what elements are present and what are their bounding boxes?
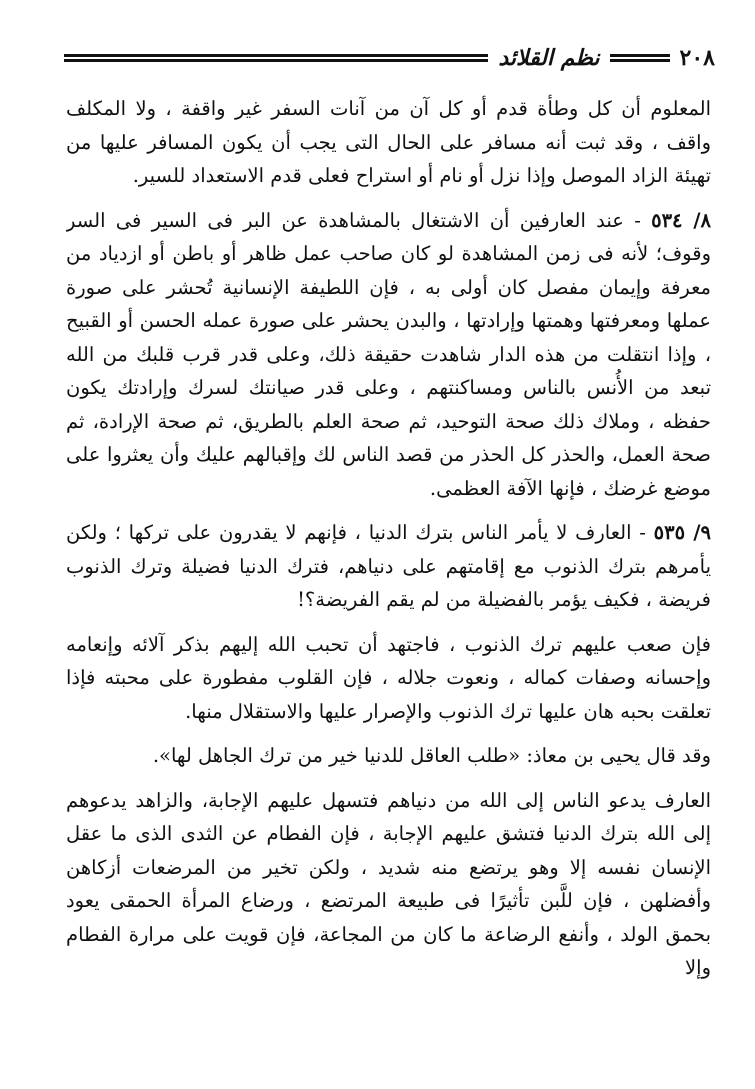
page-header bbox=[64, 40, 715, 76]
paragraph bbox=[66, 92, 711, 193]
paragraph-text: المعلوم أن كل وطأة قدم أو كل آن من آنات السفر غير واقفة ، ولا المكلف واقف ، وقد ثبت أنه مسافر على الحال التى يجب أن يكون المسافر عليها من تهيئة الزاد الموصل وإذا نزل أو نام أو استراح فعلى قدم الاستعداد للسير. bbox=[66, 97, 711, 187]
body-text bbox=[66, 92, 711, 1085]
numbered-paragraph bbox=[66, 516, 711, 617]
paragraph bbox=[66, 739, 711, 773]
paragraph-text: وقد قال يحيى بن معاذ: «طلب العاقل للدنيا خير من ترك الجاهل لها». bbox=[152, 744, 711, 767]
header-rule-long bbox=[64, 54, 488, 62]
paragraph-number: ٨/ ٥٣٤ bbox=[651, 208, 711, 232]
paragraph-text: العارف يدعو الناس إلى الله من دنياهم فتسهل عليهم الإجابة، والزاهد يدعوهم إلى الله بترك الدنيا فتشق عليهم الإجابة ، فإن الفطام عن الثدى الذى ما عقل الإنسان نفسه إلا وهو يرتضع منه شديد ، ولكن تخير من المرضعات أزكاهن وأفضلهن ، فإن للَّبن تأثيرًا فى طبيعة المرتضع ، ورضاع المرأة الحمقى يعود بحمق الولد ، وأنفع الرضاعة ما كان من المجاعة، فإن قويت على مرارة الفطام وإلا bbox=[66, 788, 711, 979]
paragraph bbox=[66, 784, 711, 985]
paragraph-number: ٩/ ٥٣٥ bbox=[653, 521, 711, 544]
paragraph-text: فإن صعب عليهم ترك الذنوب ، فاجتهد أن تحبب الله إليهم بذكر آلائه وإنعامه وإحسانه وصفات كماله ، ونعوت جلاله ، فإن القلوب مفطورة على محبته فإذا تعلقت بحبه هان عليها ترك الذنوب والإصرار عليها والاستقلال منها. bbox=[66, 632, 711, 723]
running-title: نظم القلائد bbox=[498, 45, 600, 71]
header-rule-short bbox=[610, 54, 670, 62]
paragraph-text: - العارف لا يأمر الناس بترك الدنيا ، فإنهم لا يقدرون على تركها ؛ ولكن يأمرهم بترك الذنوب مع إقامتهم على دنياهم، فترك الدنيا فضيلة وترك الذنوب فريضة ، فكيف يؤمر بالفضيلة من لم يقم الفريضة؟! bbox=[66, 521, 711, 611]
page-number: ٢٠٨ bbox=[679, 45, 715, 71]
numbered-paragraph bbox=[66, 204, 711, 506]
paragraph-text: - عند العارفين أن الاشتغال بالمشاهدة عن البر فى السير فى السر وقوف؛ لأنه فى زمن المشاهدة لو كان صاحب عمل ظاهر أو باطن أو ازدياد من معرفة وإيمان مفصل كان أولى به ، فإن اللطيفة الإنسانية تُحشر على صورة عملها ومعرفتها وهمتها وإرادتها ، والبدن يحشر على صورة عمله الحسن أو القبيح ، وإذا انتقلت من هذه الدار شاهدت حقيقة ذلك، وعلى قدر قرب قلبك من الله تبعد من الأُنس بالناس ومساكنتهم ، وعلى قدر صيانتك لسرك وإرادتك يكون حفظه ، وملاك ذلك صحة التوحيد، ثم صحة العلم بالطريق، ثم صحة الإرادة، ثم صحة العمل، والحذر كل الحذر من قصد الناس لك وإقبالهم عليك وأن يعثروا على موضع غرضك ، فإنها الآفة العظمى. bbox=[66, 208, 711, 500]
paragraph bbox=[66, 628, 711, 729]
